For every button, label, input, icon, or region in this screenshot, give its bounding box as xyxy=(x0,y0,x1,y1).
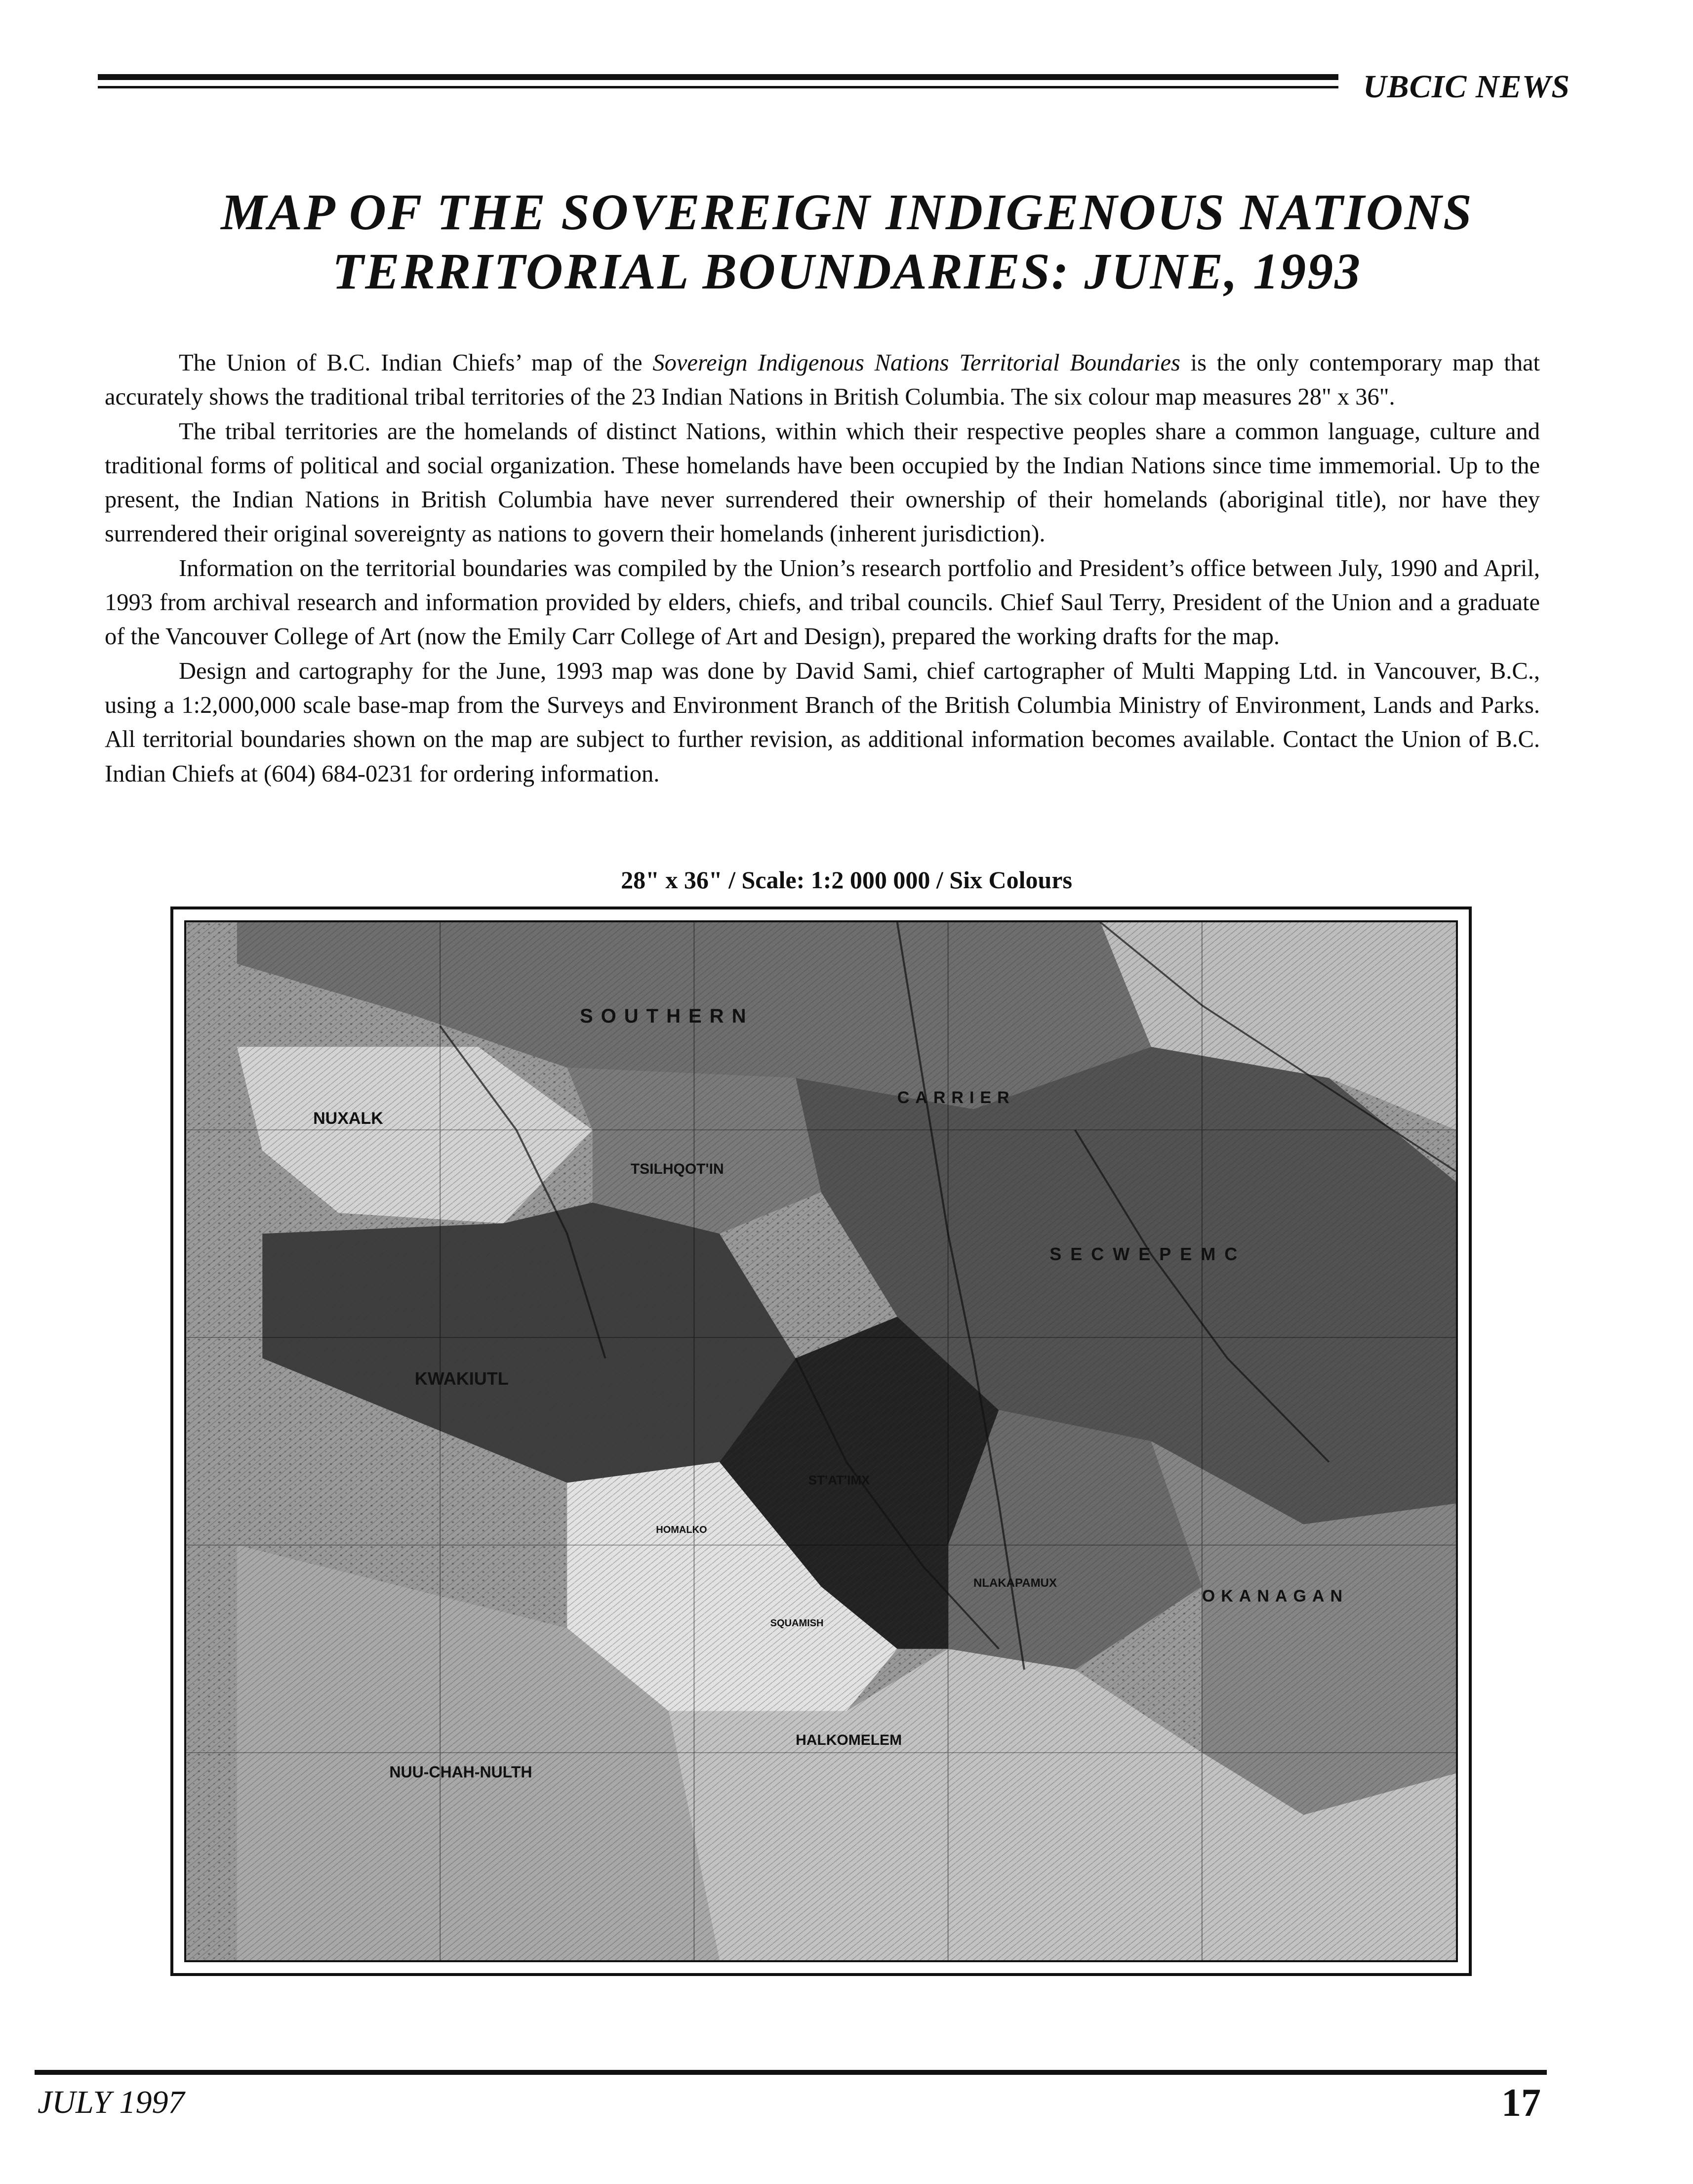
paragraph-1-text-end: is the only contemporary map that accurately shows the traditional tribal territories of the 23 Indian Nations in British Columbia. The six colour map measures 28" x 36". xyxy=(105,350,1540,411)
footer-rule xyxy=(35,2070,1547,2075)
article-body xyxy=(105,346,1540,791)
paragraph-1-text: The Union of B.C. Indian Chiefs’ map of the xyxy=(179,350,653,376)
map-caption: 28" x 36" / Scale: 1:2 000 000 / Six Colours xyxy=(621,866,1072,894)
map-label-tsilhqotin: TSILHQOT'IN xyxy=(630,1161,724,1178)
paragraph-3: Information on the territorial boundaries was compiled by the Union’s research portfolio and President’s office between July, 1990 and April, 1993 from archival research and information provided by elders, chiefs, and tribal councils. Chief Saul Terry, President of the Union and a graduate of the Vancouver College of Art (now the Emily Carr College of Art and Design), prepared the working drafts for the map. xyxy=(105,555,1540,650)
paragraph-4: Design and cartography for the June, 1993 map was done by David Sami, chief cartographer of Multi Mapping Ltd. in Vancouver, B.C., using a 1:2,000,000 scale base-map from the Surveys and Environment Branch of the British Columbia Ministry of Environment, Lands and Parks. All territorial boundaries shown on the map are subject to further revision, as additional information becomes available. Contact the Union of B.C. Indian Chiefs at (604) 684-0231 for ordering information. xyxy=(105,658,1540,787)
article-title-line-1: MAP OF THE SOVEREIGN INDIGENOUS NATIONS xyxy=(221,184,1473,241)
map-label-nuuchahnulth: NUU-CHAH-NULTH xyxy=(389,1763,532,1781)
map-label-nlakapamux: NLAKAPAMUX xyxy=(973,1576,1057,1590)
header-rule-thin xyxy=(98,86,1338,88)
map-label-squamish: SQUAMISH xyxy=(770,1617,824,1629)
page-number: 17 xyxy=(1501,2081,1541,2125)
map-graphic xyxy=(186,922,1456,1960)
map-label-stlatlimx: ST'AT'IMX xyxy=(808,1472,870,1487)
paragraph-2: The tribal territories are the homelands of distinct Nations, within which their respective peoples share a common language, culture and traditional forms of political and social organization. These homelands have been occupied by the Indian Nations since time immemorial. Up to the present, the Indian Nations in British Columbia have never surrendered their ownership of their homelands (aboriginal title), nor have they surrendered their original sovereignty as nations to govern their homelands (inherent jurisdiction). xyxy=(105,418,1540,547)
map-label-okanagan: OKANAGAN xyxy=(1202,1586,1349,1606)
paragraph-1 xyxy=(105,346,1540,414)
map-image xyxy=(184,920,1458,1962)
article-title-line-2: TERRITORIAL BOUNDARIES: JUNE, 1993 xyxy=(332,243,1362,300)
header-rule xyxy=(98,74,1338,80)
map-label-homalko: HOMALKO xyxy=(656,1524,707,1535)
map-title-italic: Sovereign Indigenous Nations Territorial Boundaries xyxy=(652,350,1180,376)
map-label-halkomelem: HALKOMELEM xyxy=(796,1731,902,1748)
publication-name: UBCIC NEWS xyxy=(1363,69,1570,105)
map-label-nuxalk: NUXALK xyxy=(313,1109,383,1128)
map-label-kwakiutl: KWAKIUTL xyxy=(414,1368,509,1389)
map-label-secwepemc: SECWEPEMC xyxy=(1049,1244,1247,1265)
territorial-map xyxy=(170,907,1472,1976)
map-label-southern: SOUTHERN xyxy=(580,1005,754,1028)
issue-date: JULY 1997 xyxy=(38,2084,185,2120)
map-label-carrier: CARRIER xyxy=(897,1088,1015,1108)
